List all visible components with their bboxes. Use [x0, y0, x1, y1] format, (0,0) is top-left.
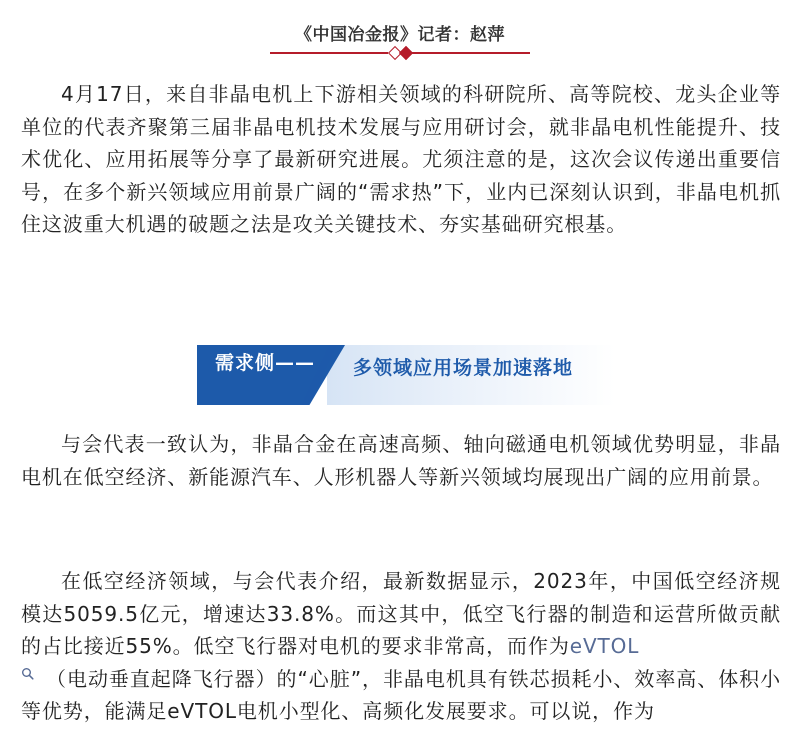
divider-line-right	[412, 52, 530, 54]
paragraph-intro: 4月17日，来自非晶电机上下游相关领域的科研院所、高等院校、龙头企业等单位的代表齐聚第三届非晶电机技术发展与应用研讨会，就非晶电机性能提升、技术优化、应用拓展等分享了最新研究进展。尤须注意的是，这次会议传递出重要信号，在多个新兴领域应用前景广阔的“需求热”下，业内已深刻认识到，非晶电机抓住这波重大机遇的破题之法是攻关关键技术、夯实基础研究根基。	[21, 82, 781, 237]
paragraph-text-part2: （电动垂直起降飞行器）的“心脏”，非晶电机具有铁芯损耗小、效率高、体积小等优势，能满足eVTOL电机小型化、高频化发展要求。可以说，作为	[21, 666, 781, 724]
article-byline: 《中国冶金报》记者：赵萍	[295, 25, 505, 45]
section-heading-banner	[197, 345, 617, 405]
paragraph-consensus: 与会代表一致认为，非晶合金在高速高频、轴向磁通电机领域优势明显，非晶电机在低空经济、新能源汽车、人形机器人等新兴领域均展现出广阔的应用前景。	[21, 432, 781, 489]
paragraph-text-part1: 在低空经济领域，与会代表介绍，最新数据显示，2023年，中国低空经济规模达5059.5亿元，增速达33.8%。而这其中，低空飞行器的制造和运营所做贡献的占比接近55%。低空飞行器对电机的要求非常高，而作为	[21, 569, 781, 659]
divider-line-left	[270, 52, 388, 54]
byline-ornament-divider	[270, 45, 530, 61]
section-label: 需求侧——	[215, 352, 316, 374]
evtol-search-link[interactable]: eVTOL	[569, 634, 640, 659]
paragraph-low-altitude-economy	[21, 565, 781, 728]
search-icon[interactable]	[21, 667, 34, 680]
section-title: 多领域应用场景加速落地	[353, 357, 574, 379]
diamond-ornament-filled-icon	[399, 46, 413, 60]
